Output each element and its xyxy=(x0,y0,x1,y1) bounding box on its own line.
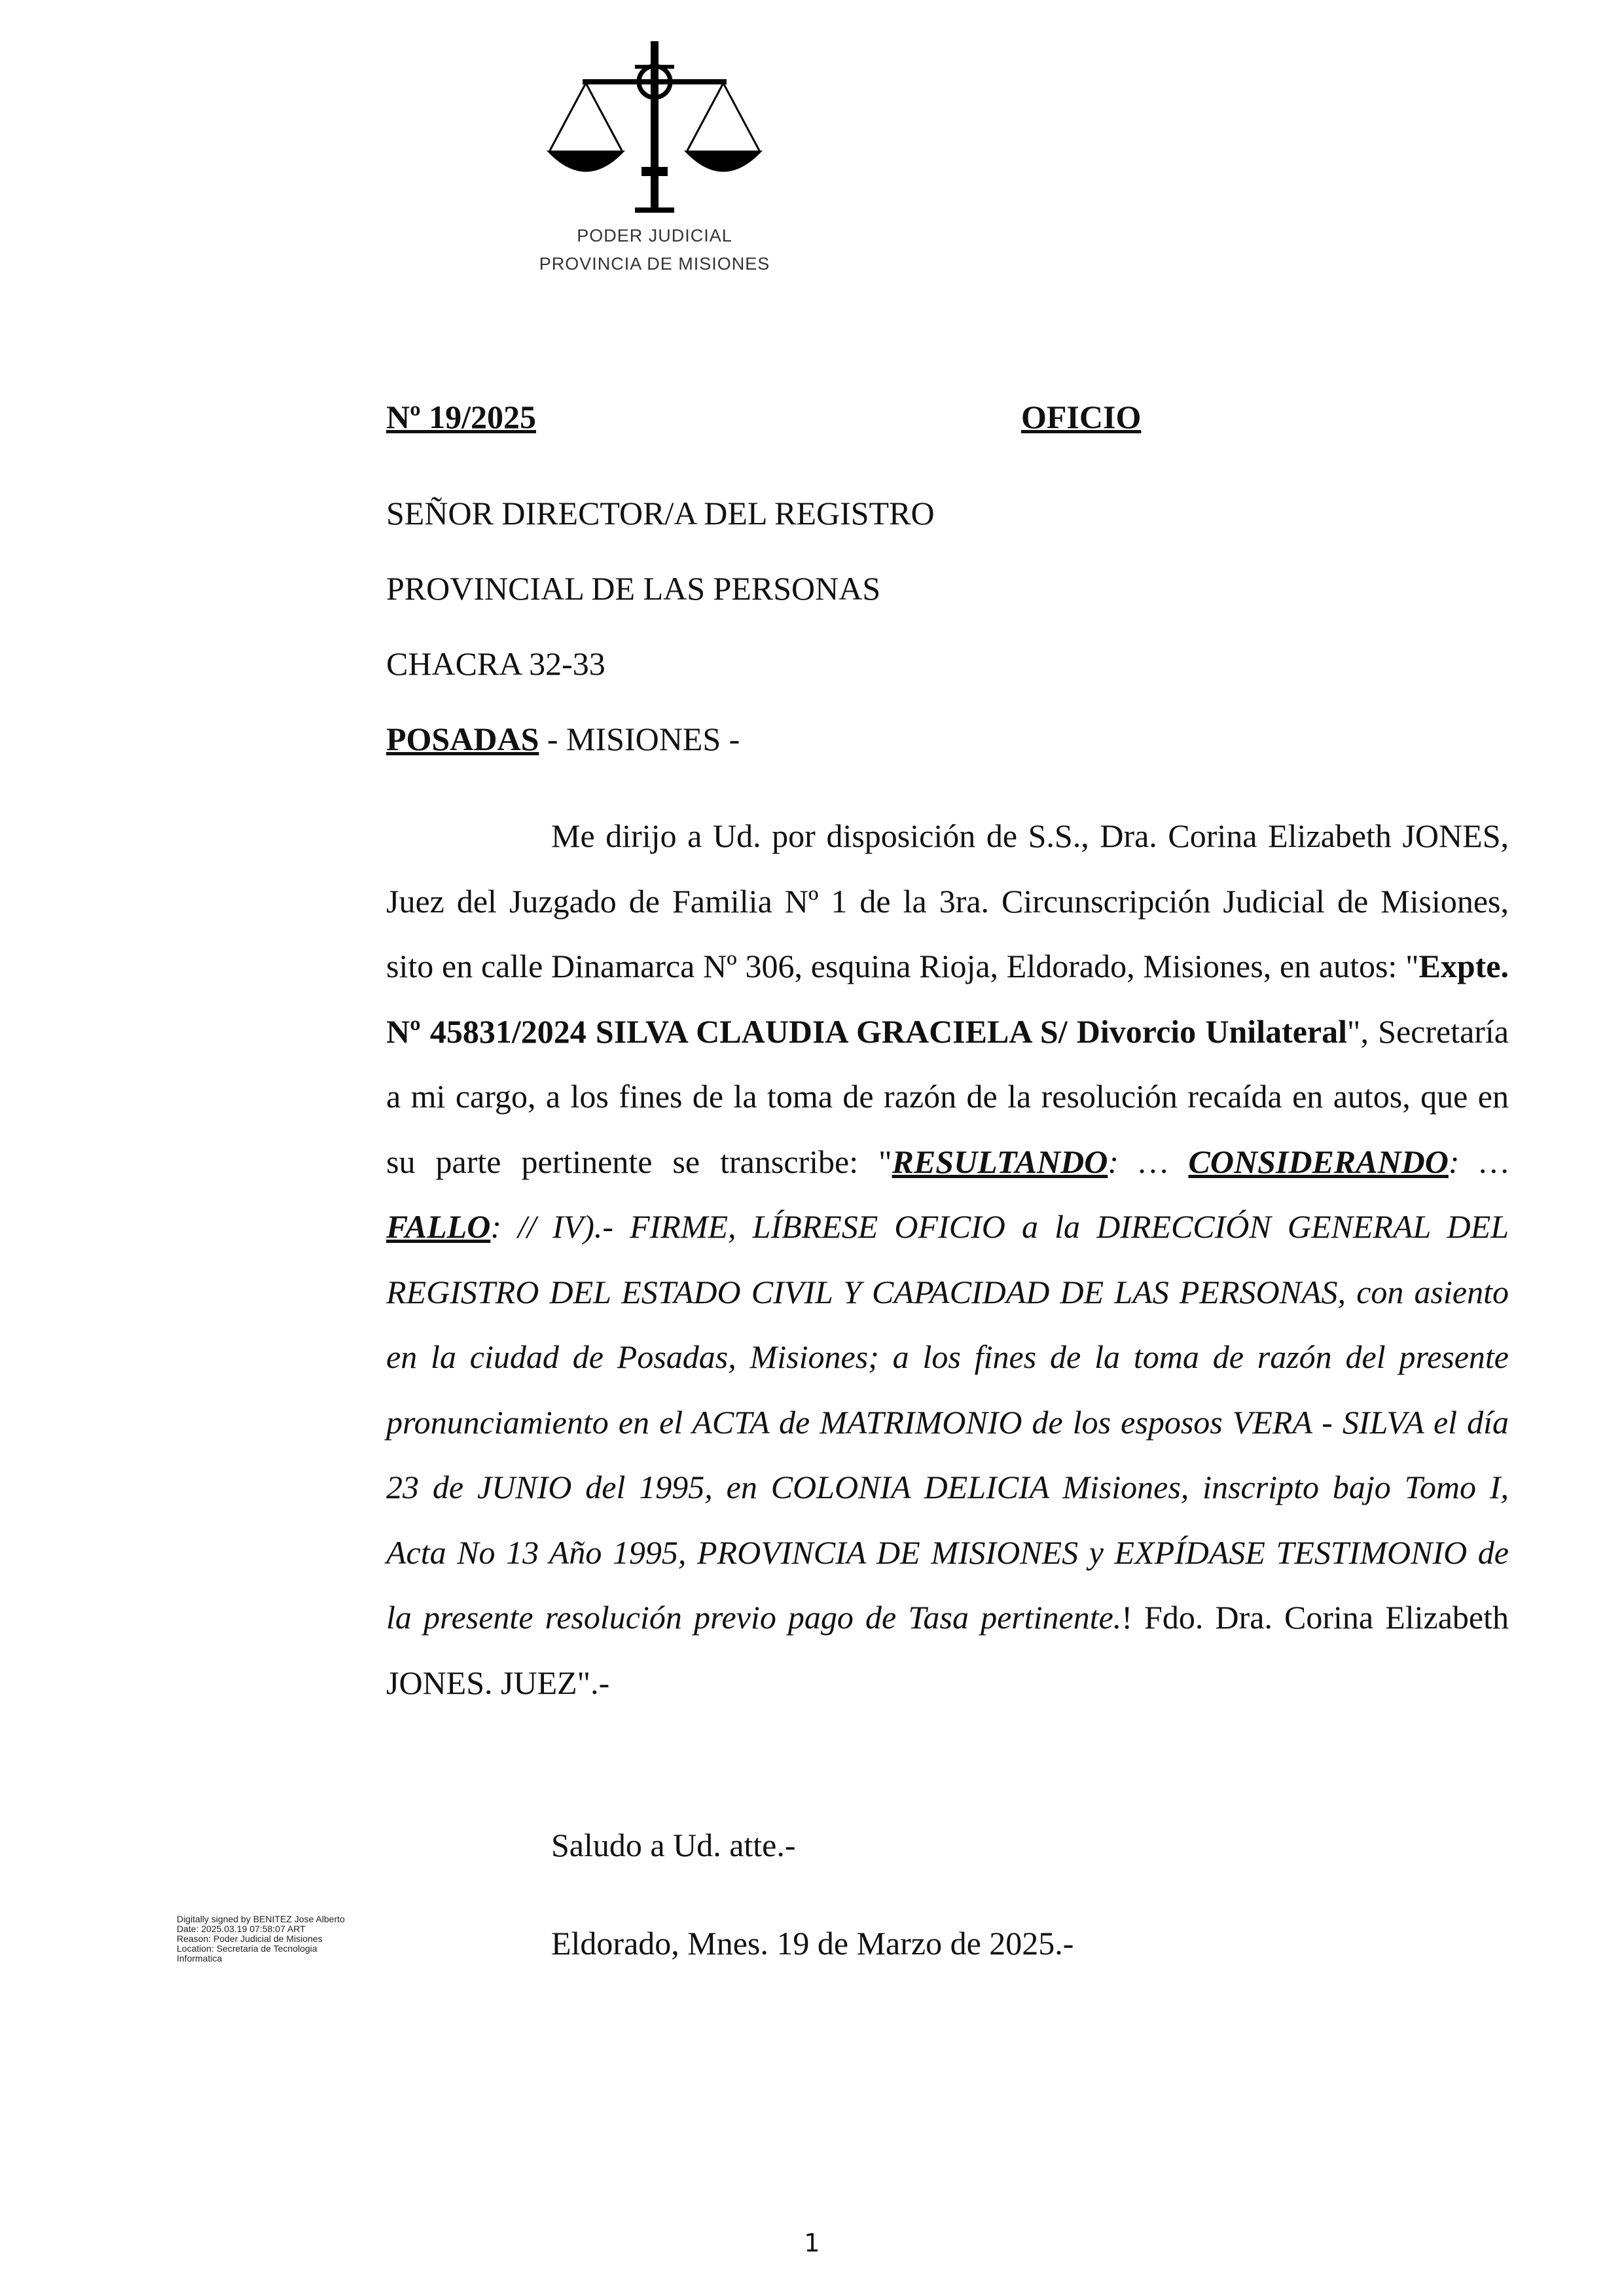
body-closing: ! Fdo. Dra. Corina Elizabeth JONES. JUEZ".- xyxy=(386,1599,1509,1701)
ruling-text: : // IV).- FIRME, LÍBRESE OFICIO a la DIRECCIÓN GENERAL DEL REGISTRO DEL ESTADO CIVIL Y CAPACIDAD DE LAS PERSONAS, con asiento en la ciudad de Posadas, Misiones; a los fines de la toma de razón del presente pronunciamiento en el ACTA de MATRIMONIO de los esposos VERA - SILVA el día 23 de JUNIO del 1995, en COLONIA DELICIA Misiones, inscripto bajo Tomo I, Acta No 13 Año 1995, PROVINCIA DE MISIONES y EXPÍDASE TESTIMONIO de la presente resolución previo pago de Tasa pertinente. xyxy=(386,1208,1509,1636)
logo-text-line2: PROVINCIA DE MISIONES xyxy=(539,254,770,274)
signature-line3: Reason: Poder Judicial de Misiones xyxy=(177,1933,323,1944)
salutation: Saludo a Ud. atte.- xyxy=(551,1827,796,1863)
document-type-heading: OFICIO xyxy=(1021,399,1142,435)
body-purpose: ", Secretaría a mi cargo, a los fines de la toma de razón de la resolución recaída en autos, que en su parte pertinente se transcribe: " xyxy=(386,1013,1509,1180)
addressee-line3: CHACRA 32-33 xyxy=(386,645,605,682)
logo-text-line1: PODER JUDICIAL xyxy=(577,226,732,245)
separator-2: : … xyxy=(1448,1143,1509,1180)
body-paragraph xyxy=(386,804,1509,1715)
signature-line5: Informatica xyxy=(177,1953,223,1964)
poder-judicial-logo xyxy=(517,36,792,298)
signature-line2: Date: 2025.03.19 07:58:07 ART xyxy=(177,1924,306,1934)
resultando-label: RESULTANDO xyxy=(892,1143,1108,1180)
fallo-label: FALLO xyxy=(386,1208,491,1245)
addressee-city-line xyxy=(386,720,740,758)
addressee-province: - MISIONES - xyxy=(539,721,740,757)
case-reference: Expte. Nº 45831/2024 SILVA CLAUDIA GRACIELA S/ Divorcio Unilateral xyxy=(386,948,1509,1050)
addressee-line1: SEÑOR DIRECTOR/A DEL REGISTRO xyxy=(386,495,935,531)
page-number: 1 xyxy=(804,2229,820,2257)
addressee-city: POSADAS xyxy=(386,721,539,757)
signature-line1: Digitally signed by BENITEZ Jose Alberto xyxy=(177,1914,345,1924)
place-and-date: Eldorado, Mnes. 19 de Marzo de 2025.- xyxy=(551,1925,1074,1962)
scales-of-justice-icon xyxy=(537,36,772,223)
signature-line4: Location: Secretaria de Tecnologia xyxy=(177,1943,317,1954)
considerando-label: CONSIDERANDO xyxy=(1188,1143,1449,1180)
addressee-line2: PROVINCIAL DE LAS PERSONAS xyxy=(386,570,881,607)
separator-1: : … xyxy=(1108,1143,1189,1180)
digital-signature-stamp xyxy=(177,1914,399,1964)
body-intro: Me dirijo a Ud. por disposición de S.S., Dra. Corina Elizabeth JONES, Juez del Juzgado de Familia Nº 1 de la 3ra. Circunscripción Judicial de Misiones, sito en calle Dinamarca Nº 306, esquina Rioja, Eldorado, Misiones, en autos: " xyxy=(386,817,1509,984)
oficio-number: Nº 19/2025 xyxy=(386,399,537,435)
